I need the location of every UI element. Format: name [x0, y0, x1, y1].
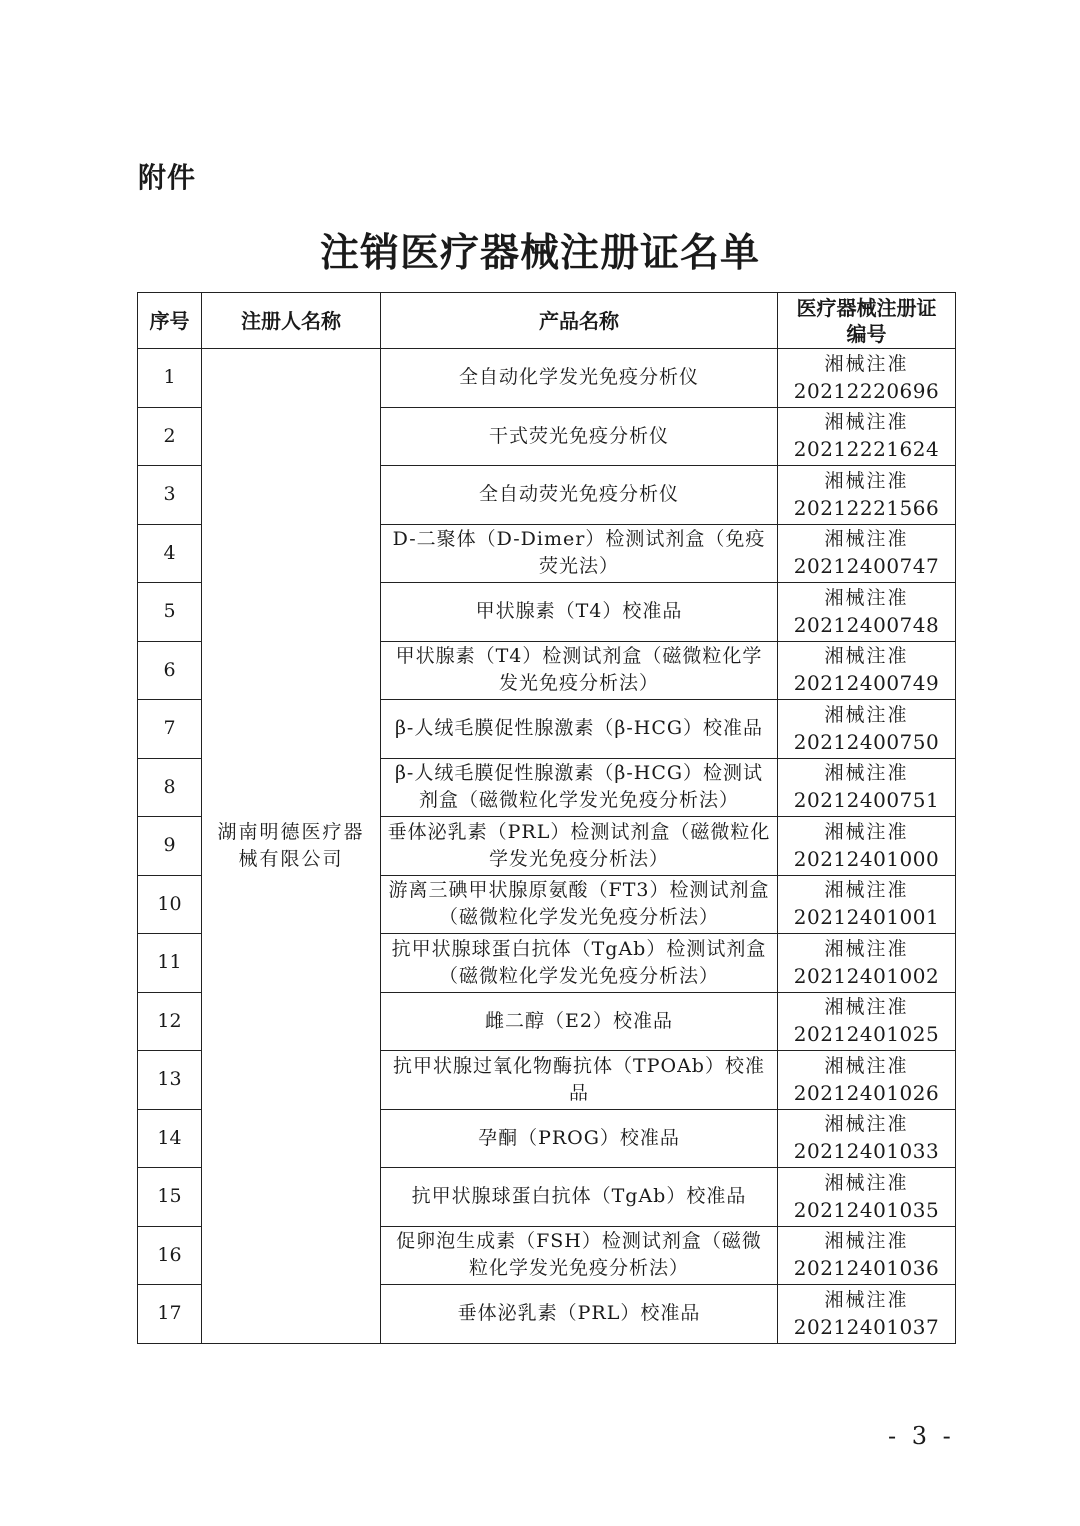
cell-product-name: 甲状腺素（T4）校准品 — [381, 583, 778, 642]
cell-cert-number — [778, 349, 956, 408]
page-number: - 3 - — [888, 1422, 955, 1450]
cell-seq: 16 — [138, 1226, 202, 1285]
header-cert-line1: 医疗器械注册证 — [796, 295, 937, 320]
cancelled-certificates-table — [137, 292, 956, 1344]
cert-number: 20212401037 — [793, 1314, 940, 1339]
cert-number: 20212400750 — [793, 729, 940, 754]
cell-cert-number — [778, 524, 956, 583]
cert-prefix: 湘械注准 — [824, 1288, 909, 1311]
cell-seq: 14 — [138, 1109, 202, 1168]
cell-cert-number — [778, 1168, 956, 1227]
cell-product-name: 垂体泌乳素（PRL）校准品 — [381, 1285, 778, 1344]
cell-registrant: 湖南明德医疗器械有限公司 — [202, 349, 381, 1344]
cell-product-name: 雌二醇（E2）校准品 — [381, 992, 778, 1051]
cert-prefix: 湘械注准 — [824, 762, 909, 785]
cell-cert-number — [778, 1109, 956, 1168]
cell-product-name: β-人绒毛膜促性腺激素（β-HCG）检测试剂盒（磁微粒化学发光免疫分析法） — [381, 758, 778, 817]
cert-number: 20212401033 — [793, 1139, 940, 1164]
cell-cert-number — [778, 407, 956, 466]
cert-number: 20212401001 — [793, 905, 940, 930]
cert-number: 20212221566 — [793, 495, 940, 520]
cert-number: 20212400749 — [793, 671, 940, 696]
attachment-label: 附件 — [138, 161, 197, 194]
cell-product-name: 孕酮（PROG）校准品 — [381, 1109, 778, 1168]
cert-number: 20212401036 — [793, 1256, 940, 1281]
cell-product-name: 抗甲状腺球蛋白抗体（TgAb）校准品 — [381, 1168, 778, 1227]
cell-product-name: 甲状腺素（T4）检测试剂盒（磁微粒化学发光免疫分析法） — [381, 641, 778, 700]
cell-product-name: 抗甲状腺球蛋白抗体（TgAb）检测试剂盒（磁微粒化学发光免疫分析法） — [381, 934, 778, 993]
cell-cert-number — [778, 700, 956, 759]
cert-prefix: 湘械注准 — [824, 996, 909, 1019]
cell-cert-number — [778, 466, 956, 525]
header-cert-line2: 编号 — [846, 321, 887, 346]
cert-prefix: 湘械注准 — [824, 645, 909, 668]
cert-prefix: 湘械注准 — [824, 586, 909, 609]
cell-seq: 7 — [138, 700, 202, 759]
cert-prefix: 湘械注准 — [824, 528, 909, 551]
cell-seq: 2 — [138, 407, 202, 466]
cert-prefix: 湘械注准 — [824, 469, 909, 492]
header-registrant: 注册人名称 — [202, 293, 381, 349]
cert-prefix: 湘械注准 — [824, 1171, 909, 1194]
cert-prefix: 湘械注准 — [824, 352, 909, 375]
table-row — [138, 349, 956, 408]
cell-seq: 4 — [138, 524, 202, 583]
cell-product-name: 全自动荧光免疫分析仪 — [381, 466, 778, 525]
cert-number: 20212401000 — [793, 846, 940, 871]
cell-product-name: 抗甲状腺过氧化物酶抗体（TPOAb）校准品 — [381, 1051, 778, 1110]
cert-number: 20212400751 — [793, 788, 940, 813]
cell-cert-number — [778, 934, 956, 993]
cert-number: 20212400748 — [793, 612, 940, 637]
cell-seq: 13 — [138, 1051, 202, 1110]
cell-cert-number — [778, 875, 956, 934]
cert-prefix: 湘械注准 — [824, 1054, 909, 1077]
cert-prefix: 湘械注准 — [824, 1230, 909, 1253]
cell-cert-number — [778, 817, 956, 876]
cert-number: 20212401026 — [793, 1080, 940, 1105]
cert-prefix: 湘械注准 — [824, 879, 909, 902]
cell-product-name: 全自动化学发光免疫分析仪 — [381, 349, 778, 408]
cell-cert-number — [778, 1226, 956, 1285]
cert-number: 20212401002 — [793, 963, 940, 988]
cell-seq: 15 — [138, 1168, 202, 1227]
cell-cert-number — [778, 1051, 956, 1110]
cell-cert-number — [778, 641, 956, 700]
cell-product-name: 游离三碘甲状腺原氨酸（FT3）检测试剂盒（磁微粒化学发光免疫分析法） — [381, 875, 778, 934]
cert-number: 20212401035 — [793, 1197, 940, 1222]
cell-seq: 12 — [138, 992, 202, 1051]
cell-seq: 5 — [138, 583, 202, 642]
table-header-row — [138, 293, 956, 349]
cert-prefix: 湘械注准 — [824, 411, 909, 434]
cell-seq: 17 — [138, 1285, 202, 1344]
header-seq: 序号 — [138, 293, 202, 349]
cell-seq: 3 — [138, 466, 202, 525]
cell-product-name: β-人绒毛膜促性腺激素（β-HCG）校准品 — [381, 700, 778, 759]
cert-number: 20212401025 — [793, 1022, 940, 1047]
cell-seq: 9 — [138, 817, 202, 876]
cell-cert-number — [778, 583, 956, 642]
cell-product-name: D-二聚体（D-Dimer）检测试剂盒（免疫荧光法） — [381, 524, 778, 583]
cell-seq: 11 — [138, 934, 202, 993]
cell-cert-number — [778, 758, 956, 817]
document-title: 注销医疗器械注册证名单 — [319, 230, 760, 276]
cell-product-name: 垂体泌乳素（PRL）检测试剂盒（磁微粒化学发光免疫分析法） — [381, 817, 778, 876]
cert-prefix: 湘械注准 — [824, 820, 909, 843]
cert-prefix: 湘械注准 — [824, 703, 909, 726]
cell-product-name: 促卵泡生成素（FSH）检测试剂盒（磁微粒化学发光免疫分析法） — [381, 1226, 778, 1285]
cell-cert-number — [778, 992, 956, 1051]
table-body — [138, 349, 956, 1344]
cell-seq: 1 — [138, 349, 202, 408]
cert-prefix: 湘械注准 — [824, 1113, 909, 1136]
cell-seq: 10 — [138, 875, 202, 934]
cert-number: 20212220696 — [793, 378, 940, 403]
cert-number: 20212221624 — [793, 437, 940, 462]
header-product: 产品名称 — [381, 293, 778, 349]
cert-prefix: 湘械注准 — [824, 937, 909, 960]
cell-seq: 8 — [138, 758, 202, 817]
cell-product-name: 干式荧光免疫分析仪 — [381, 407, 778, 466]
cell-seq: 6 — [138, 641, 202, 700]
cell-cert-number — [778, 1285, 956, 1344]
header-cert-number — [778, 293, 956, 349]
cert-number: 20212400747 — [793, 554, 940, 579]
